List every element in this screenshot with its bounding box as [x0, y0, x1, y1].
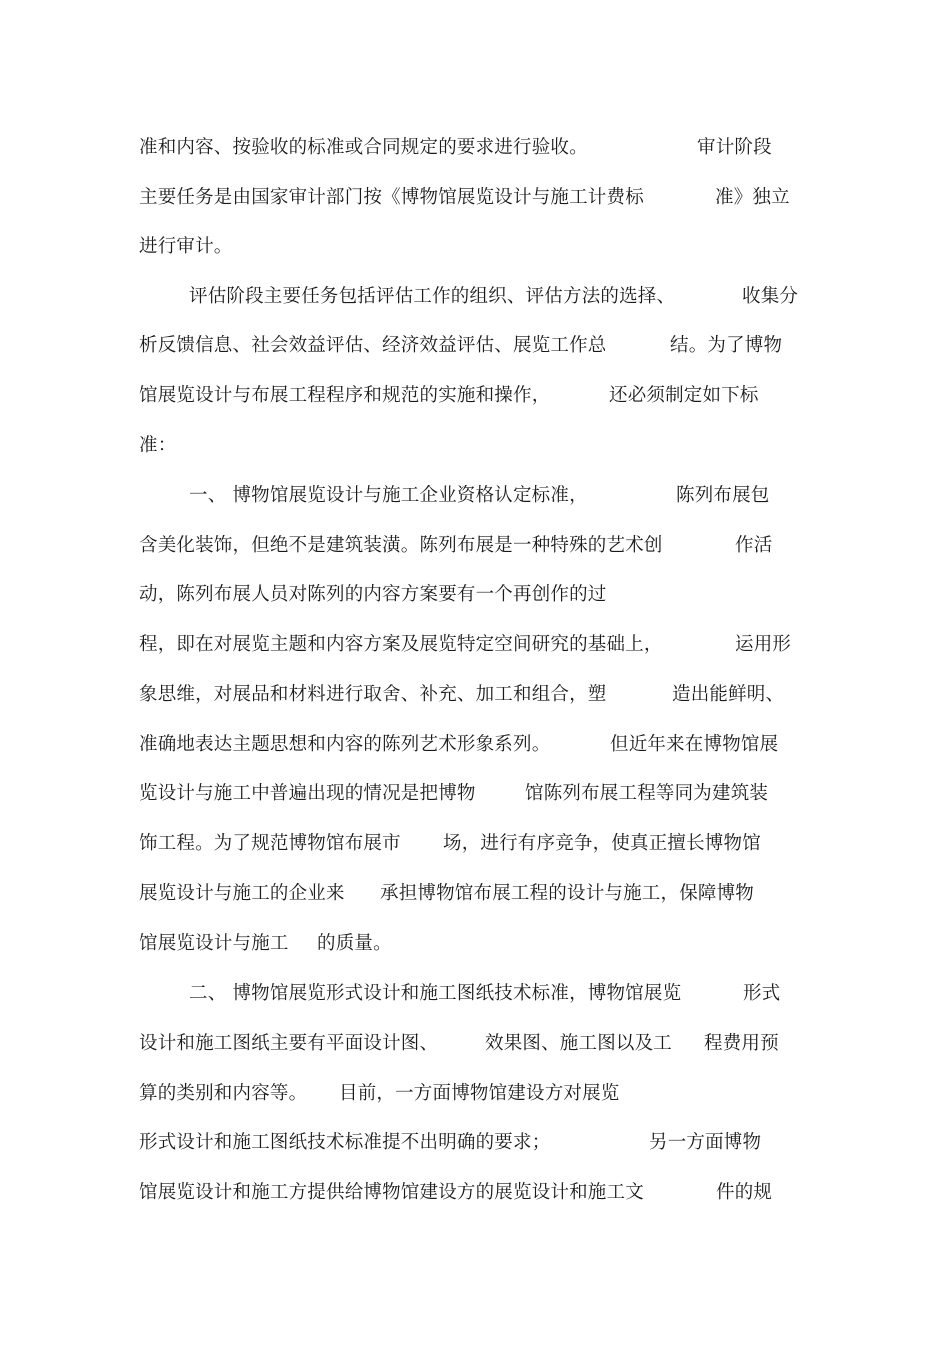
text-segment: 象思维，对展品和材料进行取舍、补充、加工和组合，塑	[139, 684, 607, 705]
text-segment: 但近年来在博物馆展	[610, 734, 779, 755]
text-segment: 算的类别和内容等。	[139, 1083, 308, 1104]
text-segment: 目前，一方面博物馆建设方对展览	[339, 1083, 620, 1104]
text-segment: 动，陈列布展人员对陈列的内容方案要有一个再创作的过	[139, 584, 607, 605]
text-segment: 准确地表达主题思想和内容的陈列艺术形象系列。	[139, 734, 551, 755]
text-segment: 准和内容、按验收的标准或合同规定的要求进行验收。	[139, 137, 588, 158]
text-segment: 件的规	[716, 1182, 773, 1203]
text-segment: 准：	[139, 435, 177, 456]
text-segment: 主要任务是由国家审计部门按《博物馆展览设计与施工计费标	[139, 187, 644, 208]
text-segment: 程，即在对展览主题和内容方案及展览特定空间研究的基础上，	[139, 634, 663, 655]
text-segment: 饰工程。为了规范博物馆布展市	[139, 833, 401, 854]
text-segment: 造出能鲜明、	[672, 684, 785, 705]
text-segment: 展览设计与施工的企业来	[139, 883, 345, 904]
text-segment: 准》独立	[715, 187, 790, 208]
text-segment: 二、 博物馆展览形式设计和施工图纸技术标准，博物馆展览	[189, 983, 682, 1004]
text-segment: 结。为了博物	[670, 335, 783, 356]
text-segment: 程费用预	[704, 1033, 779, 1054]
text-segment: 览设计与施工中普遍出现的情况是把博物	[139, 783, 476, 804]
text-segment: 另一方面博物	[649, 1132, 762, 1153]
text-segment: 作活	[735, 535, 773, 556]
text-segment: 的质量。	[317, 933, 392, 954]
text-segment: 析反馈信息、社会效益评估、经济效益评估、展览工作总	[139, 335, 607, 356]
text-segment: 运用形	[735, 634, 792, 655]
text-segment: 进行审计。	[139, 236, 233, 257]
text-segment: 含美化装饰，但绝不是建筑装潢。陈列布展是一种特殊的艺术创	[139, 535, 663, 556]
text-segment: 效果图、施工图以及工	[485, 1033, 673, 1054]
text-segment: 形式	[743, 983, 781, 1004]
text-segment: 审计阶段	[697, 137, 772, 158]
text-segment: 陈列布展包	[676, 485, 770, 506]
text-segment: 一、 博物馆展览设计与施工企业资格认定标准，	[189, 485, 588, 506]
text-segment: 场，进行有序竞争，使真正擅长博物馆	[443, 833, 761, 854]
text-segment: 收集分	[742, 286, 799, 307]
text-segment: 评估阶段主要任务包括评估工作的组织、评估方法的选择、	[189, 286, 676, 307]
text-segment: 馆展览设计与布展工程程序和规范的实施和操作，	[139, 385, 551, 406]
text-segment: 还必须制定如下标	[609, 385, 759, 406]
text-segment: 形式设计和施工图纸技术标准提不出明确的要求；	[139, 1132, 551, 1153]
text-segment: 设计和施工图纸主要有平面设计图、	[139, 1033, 439, 1054]
text-segment: 馆展览设计与施工	[139, 933, 289, 954]
text-segment: 馆展览设计和施工方提供给博物馆建设方的展览设计和施工文	[139, 1182, 644, 1203]
text-segment: 馆陈列布展工程等同为建筑装	[525, 783, 769, 804]
text-segment: 承担博物馆布展工程的设计与施工，保障博物	[380, 883, 755, 904]
